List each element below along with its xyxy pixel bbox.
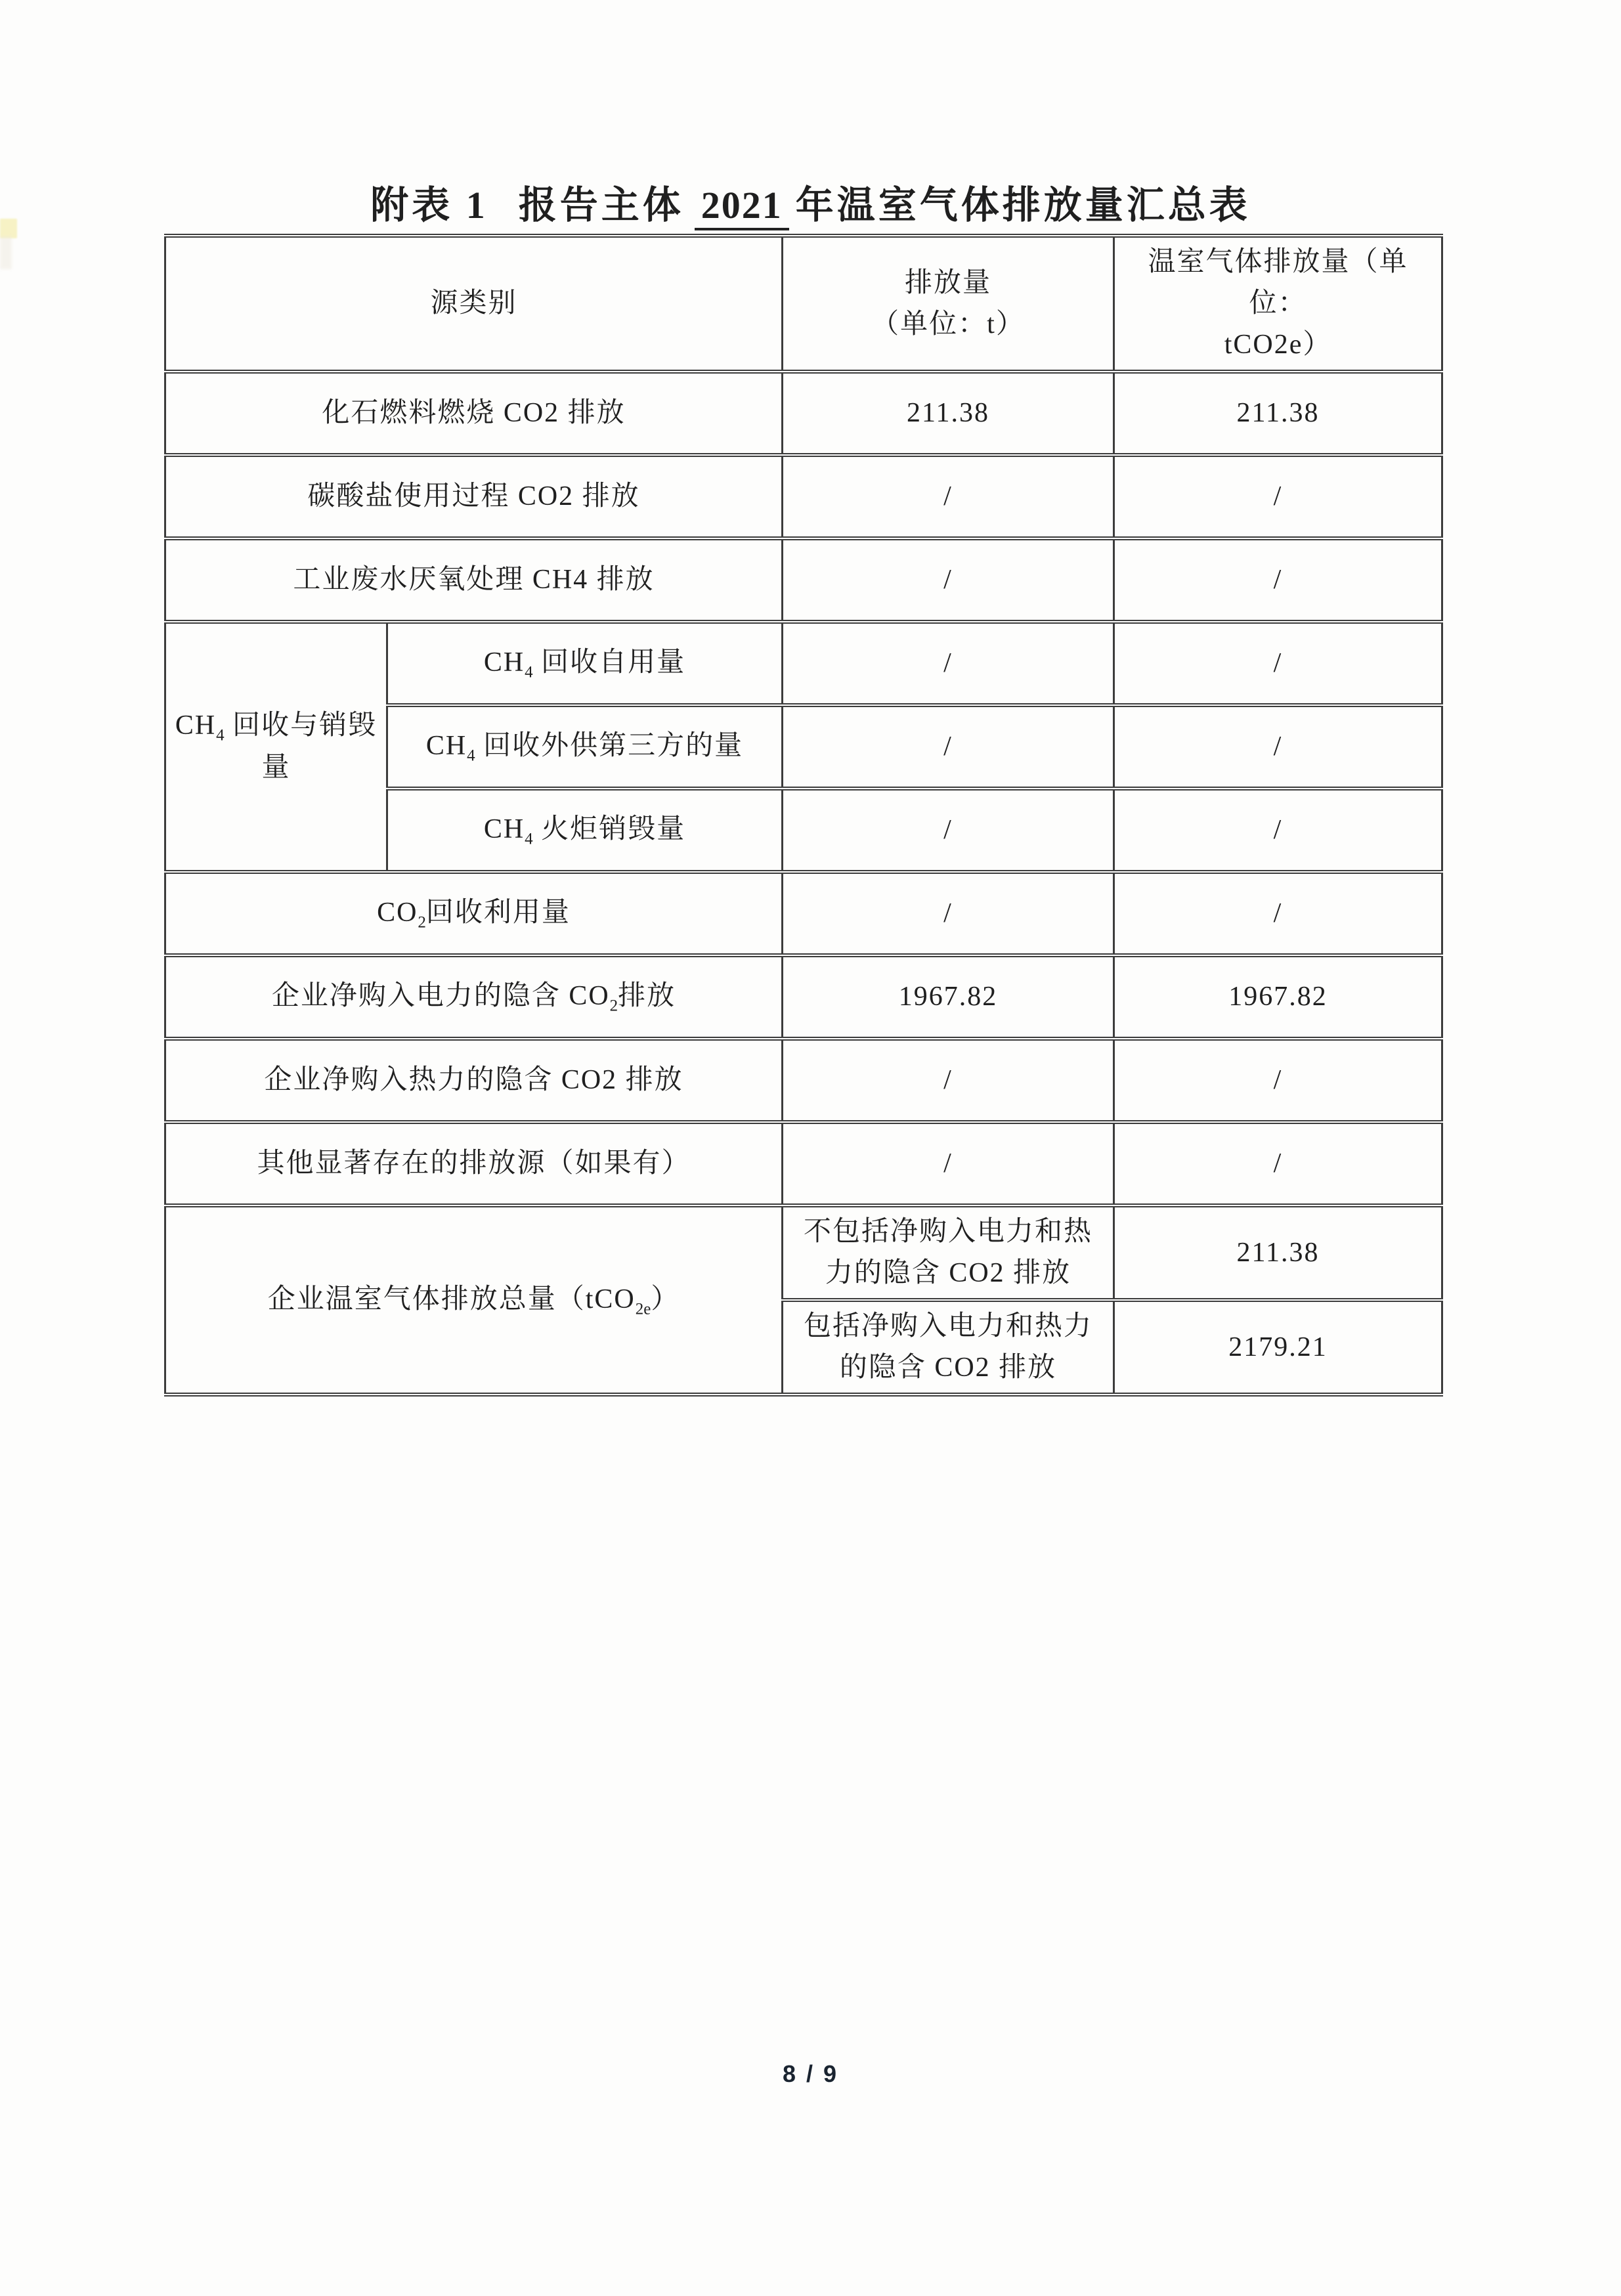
scan-artifact-gray: [0, 236, 12, 269]
label-ch4-self-use: [387, 622, 783, 705]
label-wastewater: 工业废水厌氧处理 CH4 排放: [165, 538, 783, 622]
label-fossil-fuel: 化石燃料燃烧 CO2 排放: [165, 372, 783, 455]
label-ch4-flare-subscript: 4: [525, 830, 533, 848]
label-ch4-flare: [387, 789, 783, 872]
ghg-electricity: 1967.82: [1114, 955, 1442, 1039]
group-ch4-recovery-destruction: [165, 622, 387, 872]
group-ch4-text-pre: CH: [175, 710, 217, 741]
label-ch4-third-subscript: 4: [467, 747, 475, 765]
title-table-number: 附表 1: [370, 183, 488, 227]
group-total-subscript: 2e: [635, 1299, 651, 1318]
page-number: 8 / 9: [782, 2060, 839, 2087]
header-ghg: [1114, 236, 1442, 372]
emission-ch4-third-party: /: [783, 705, 1114, 789]
row-carbonate-co2: [165, 455, 1442, 538]
label-co2-recovery: [165, 872, 783, 955]
ghg-summary-table: [164, 234, 1443, 1397]
emission-ch4-flare: /: [783, 789, 1114, 872]
group-ch4-text-post: 回收与销毁量: [224, 710, 378, 783]
value-total-including: 2179.21: [1114, 1300, 1442, 1395]
header-emission-line2: （单位：t）: [871, 309, 1025, 339]
label-co2-recovery-subscript: 2: [418, 913, 426, 932]
label-electricity: [165, 955, 783, 1039]
label-carbonate: 碳酸盐使用过程 CO2 排放: [165, 455, 783, 538]
label-co2-recovery-post: 回收利用量: [425, 898, 571, 928]
page-title: [0, 174, 1621, 229]
ghg-co2-recovery: /: [1114, 872, 1442, 955]
label-total-excluding: 不包括净购入电力和热力的隐含 CO2 排放: [783, 1205, 1114, 1300]
header-emission: [783, 236, 1114, 372]
ghg-ch4-third-party: /: [1114, 705, 1442, 789]
label-ch4-flare-pre: CH: [483, 814, 525, 845]
label-electricity-subscript: 2: [609, 997, 618, 1015]
label-ch4-self-pre: CH: [483, 647, 525, 678]
title-suffix: 年温室气体排放量汇总表: [795, 183, 1251, 227]
label-ch4-flare-post: 火炬销毁量: [532, 814, 686, 845]
label-ch4-third-post: 回收外供第三方的量: [475, 731, 744, 762]
label-electricity-post: 排放: [618, 981, 676, 1012]
emission-co2-recovery: /: [783, 872, 1114, 955]
row-other-sources: [165, 1122, 1442, 1205]
emission-electricity: 1967.82: [783, 955, 1114, 1039]
row-ch4-self-use: [165, 622, 1442, 705]
label-ch4-self-subscript: 4: [525, 663, 533, 682]
emission-wastewater: /: [783, 538, 1114, 622]
row-heat-implied-co2: [165, 1039, 1442, 1122]
header-ghg-line1: 温室气体排放量（单位：: [1148, 247, 1408, 318]
row-co2-recovery: [165, 872, 1442, 955]
ghg-ch4-self-use: /: [1114, 622, 1442, 705]
emission-fossil-fuel: 211.38: [783, 372, 1114, 455]
title-subject: 报告主体: [518, 183, 684, 227]
label-ch4-third-pre: CH: [425, 731, 467, 762]
label-ch4-self-post: 回收自用量: [532, 647, 686, 678]
header-emission-line1: 排放量: [905, 267, 992, 298]
emission-other-sources: /: [783, 1122, 1114, 1205]
label-heat: 企业净购入热力的隐含 CO2 排放: [165, 1039, 783, 1122]
row-wastewater-ch4: [165, 538, 1442, 622]
value-total-excluding: 211.38: [1114, 1205, 1442, 1300]
label-total-including: 包括净购入电力和热力的隐含 CO2 排放: [783, 1300, 1114, 1395]
row-fossil-fuel-co2: [165, 372, 1442, 455]
group-total-ghg: [165, 1205, 783, 1395]
ghg-heat: /: [1114, 1039, 1442, 1122]
label-other-sources: 其他显著存在的排放源（如果有）: [165, 1122, 783, 1205]
header-ghg-line2: tCO2e）: [1224, 330, 1332, 360]
label-ch4-third-party: [387, 705, 783, 789]
ghg-wastewater: /: [1114, 538, 1442, 622]
row-total-excluding: [165, 1205, 1442, 1300]
label-electricity-pre: 企业净购入电力的隐含 CO: [271, 981, 610, 1012]
group-total-post: ）: [651, 1284, 680, 1314]
header-source-category: 源类别: [165, 236, 783, 372]
title-year-underlined: 2021: [695, 184, 789, 230]
table-header-row: [165, 236, 1442, 372]
ghg-carbonate: /: [1114, 455, 1442, 538]
emission-heat: /: [783, 1039, 1114, 1122]
ghg-ch4-flare: /: [1114, 789, 1442, 872]
emission-ch4-self-use: /: [783, 622, 1114, 705]
ghg-other-sources: /: [1114, 1122, 1442, 1205]
label-co2-recovery-pre: CO: [377, 898, 418, 928]
row-electricity-implied-co2: [165, 955, 1442, 1039]
group-total-pre: 企业温室气体排放总量（tCO: [267, 1284, 636, 1314]
emission-carbonate: /: [783, 455, 1114, 538]
ghg-fossil-fuel: 211.38: [1114, 372, 1442, 455]
group-ch4-subscript: 4: [216, 726, 225, 744]
